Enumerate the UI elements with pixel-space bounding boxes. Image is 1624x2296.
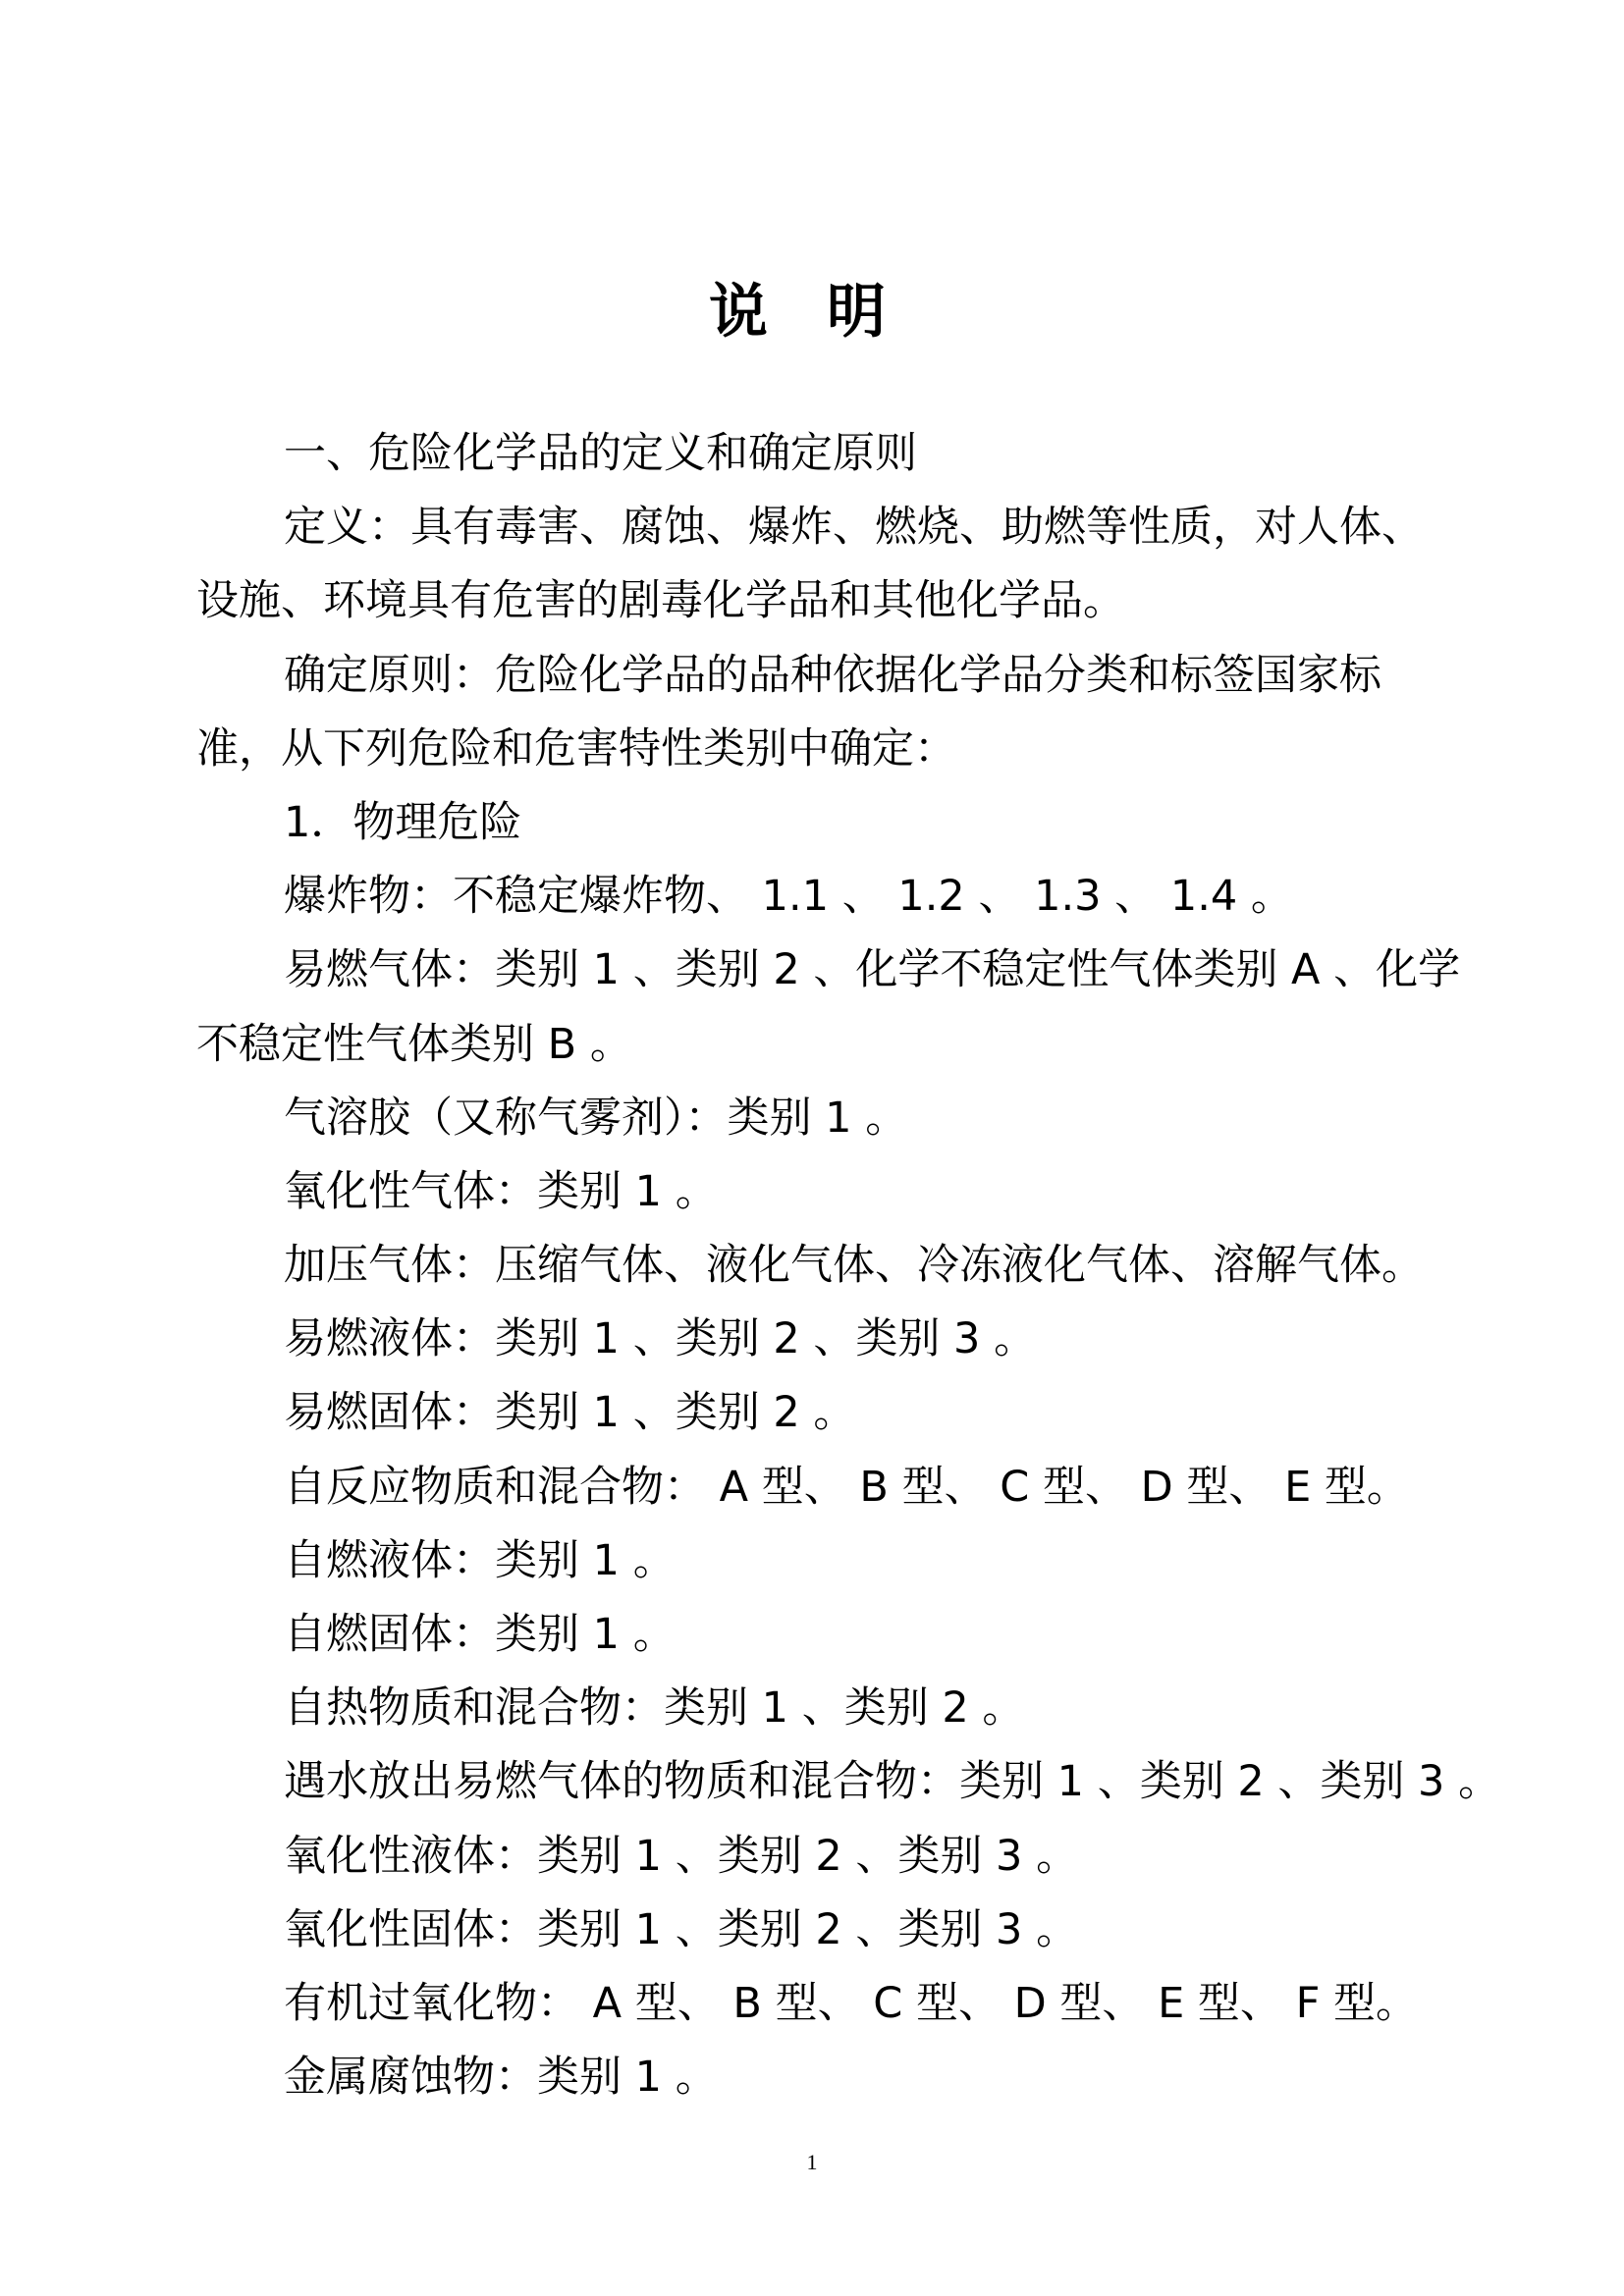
text-line: 有机过氧化物： A 型、 B 型、 C 型、 D 型、 E 型、 F 型。 — [284, 1978, 1418, 2028]
text-line: 氧化性气体：类别 1 。 — [284, 1166, 718, 1216]
text-line: 不稳定性气体类别 B 。 — [196, 1019, 632, 1069]
text-line: 自燃固体：类别 1 。 — [284, 1610, 676, 1659]
text-line: 设施、环境具有危害的剧毒化学品和其他化学品。 — [196, 576, 1125, 626]
text-line: 金属腐蚀物：类别 1 。 — [284, 2053, 718, 2103]
text-line: 爆炸物：不稳定爆炸物、 1.1 、 1.2 、 1.3 、 1.4 。 — [284, 872, 1293, 922]
text-line: 自反应物质和混合物： A 型、 B 型、 C 型、 D 型、 E 型。 — [284, 1462, 1409, 1512]
text-line: 遇水放出易燃气体的物质和混合物：类别 1 、类别 2 、类别 3 。 — [284, 1757, 1501, 1807]
text-line: 加压气体：压缩气体、液化气体、冷冻液化气体、溶解气体。 — [284, 1241, 1424, 1291]
page-title: 说明 — [709, 278, 945, 347]
document-body — [196, 417, 1542, 2114]
text-line: 自热物质和混合物：类别 1 、类别 2 。 — [284, 1683, 1025, 1734]
text-line: 易燃固体：类别 1 、类别 2 。 — [284, 1388, 856, 1438]
text-line: 易燃液体：类别 1 、类别 2 、类别 3 。 — [284, 1314, 1037, 1364]
text-line: 氧化性固体：类别 1 、类别 2 、类别 3 。 — [284, 1904, 1079, 1954]
text-line: 气溶胶（又称气雾剂）：类别 1 。 — [284, 1093, 908, 1143]
text-line: 自燃液体：类别 1 。 — [284, 1535, 676, 1585]
text-line: 一、危险化学品的定义和确定原则 — [284, 429, 917, 478]
text-line: 确定原则：危险化学品的品种依据化学品分类和标签国家标 — [284, 650, 1381, 700]
text-line: 氧化性液体：类别 1 、类别 2 、类别 3 。 — [284, 1831, 1079, 1881]
text-line: 定义：具有毒害、腐蚀、爆炸、燃烧、助燃等性质，对人体、 — [284, 503, 1424, 553]
text-line: 准，从下列危险和危害特性类别中确定： — [196, 723, 956, 774]
text-line: 易燃气体：类别 1 、类别 2 、化学不稳定性气体类别 A 、化学 — [284, 945, 1461, 995]
page-number: 1 — [806, 2150, 818, 2174]
text-line: 1．物理危险 — [284, 797, 522, 847]
